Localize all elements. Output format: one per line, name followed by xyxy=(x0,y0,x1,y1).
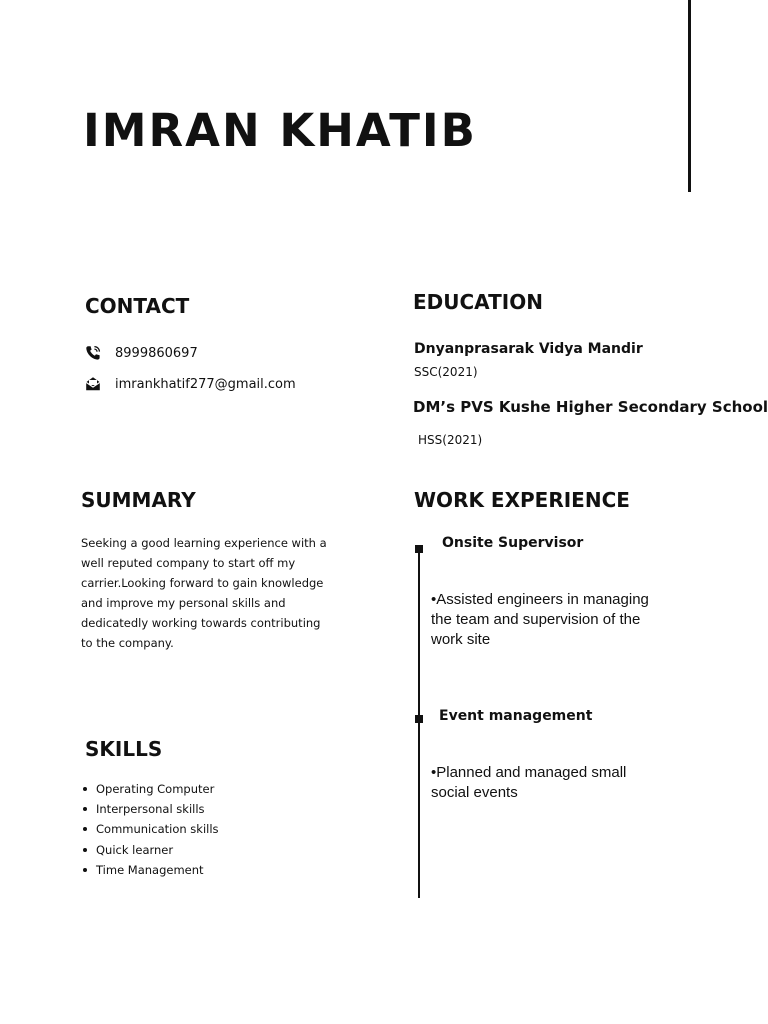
job-description-line: •Assisted engineers in managing xyxy=(431,591,649,608)
summary-line: well reputed company to start off my xyxy=(81,556,296,570)
skill-item: Operating Computer xyxy=(81,779,219,799)
skills-heading: SKILLS xyxy=(85,737,163,761)
timeline-line xyxy=(418,549,420,898)
skill-item: Quick learner xyxy=(81,840,219,860)
job-title: Event management xyxy=(439,708,593,724)
job-title: Onsite Supervisor xyxy=(442,535,584,551)
timeline-marker xyxy=(415,715,423,723)
contact-phone: 8999860697 xyxy=(115,345,198,361)
education-school: Dnyanprasarak Vidya Mandir xyxy=(414,341,643,357)
contact-phone-row xyxy=(85,343,198,363)
header-divider xyxy=(688,0,691,192)
job-description xyxy=(431,763,626,803)
summary-line: and improve my personal skills and xyxy=(81,596,286,610)
skills-list xyxy=(81,779,219,880)
job-description-line: work site xyxy=(431,631,491,648)
skill-item: Time Management xyxy=(81,860,219,880)
summary-text xyxy=(81,533,346,653)
job-description xyxy=(431,590,649,650)
skill-item: Interpersonal skills xyxy=(81,799,219,819)
education-detail: SSC(2021) xyxy=(414,365,478,379)
phone-icon xyxy=(85,345,101,361)
contact-email-row xyxy=(85,374,296,394)
education-school: DM’s PVS Kushe Higher Secondary School xyxy=(413,398,768,416)
resume-name: IMRAN KHATIB xyxy=(83,104,477,157)
work-experience-heading: WORK EXPERIENCE xyxy=(414,488,630,512)
contact-heading: CONTACT xyxy=(85,294,190,318)
summary-heading: SUMMARY xyxy=(81,488,196,512)
summary-line: Seeking a good learning experience with a xyxy=(81,536,327,550)
summary-line: dedicatedly working towards contributing xyxy=(81,616,321,630)
education-detail: HSS(2021) xyxy=(418,433,483,447)
summary-line: to the company. xyxy=(81,636,174,650)
envelope-icon xyxy=(85,376,101,392)
skill-item: Communication skills xyxy=(81,819,219,839)
job-description-line: the team and supervision of the xyxy=(431,611,641,628)
timeline-marker xyxy=(415,545,423,553)
contact-email: imrankhatif277@gmail.com xyxy=(115,376,296,392)
education-heading: EDUCATION xyxy=(413,290,543,314)
job-description-line: social events xyxy=(431,784,518,801)
summary-line: carrier.Looking forward to gain knowledge xyxy=(81,576,324,590)
job-description-line: •Planned and managed small xyxy=(431,764,627,781)
